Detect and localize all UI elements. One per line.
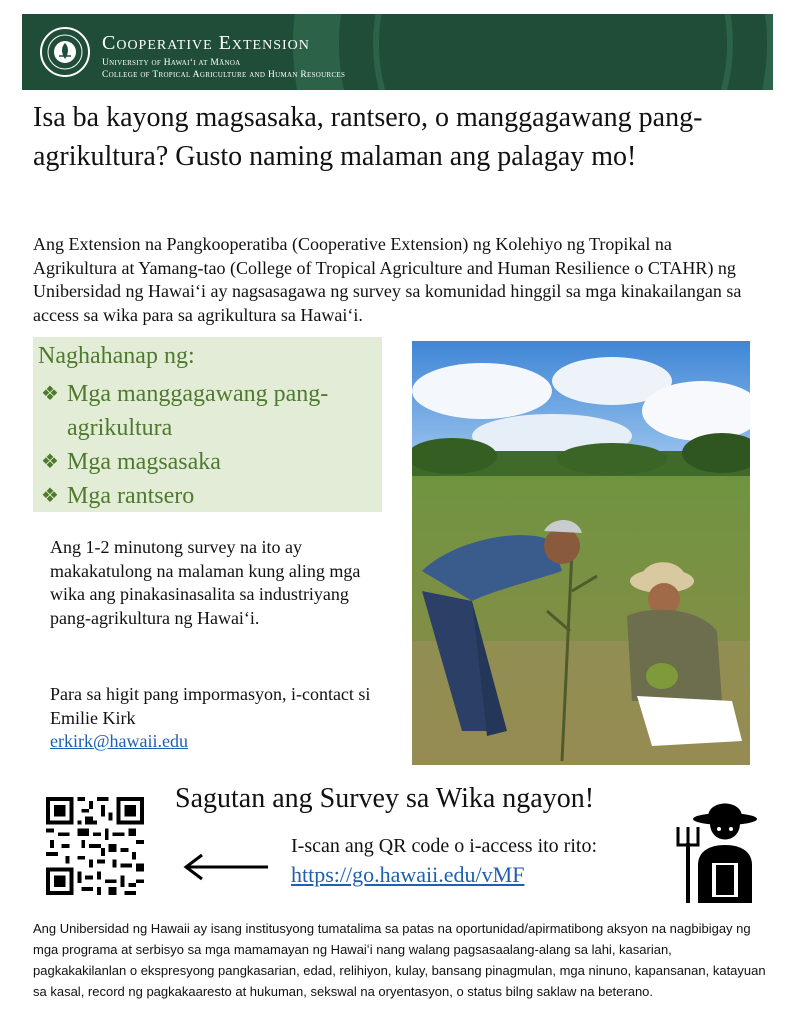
equal-opportunity-disclaimer: Ang Unibersidad ng Hawaii ay isang institusyong tumatalima sa patas na oportunidad/apirmatibong aksyon na nagbibigay ng mga programa at serbisyo sa mga mamamayan ng Hawaiʻi nang walang pagsasaalang-alang sa lahi, kasarian, pagkakakilanlan o ekspresyong pangkasarian, edad, relihiyon, kulay, bansang pinagmulan, mga ninuno, kapansanan, katayuan sa kasal, record ng pagkakaaresto at hukuman, sekswal na oryentasyon, o status bilng saklaw na beterano. [33, 921, 766, 999]
arrow-left-icon [180, 852, 270, 882]
qr-code-icon[interactable] [46, 797, 144, 895]
seeking-box [33, 337, 382, 512]
diamond-bullet-icon: ❖ [41, 485, 59, 507]
banner-seal-ring [373, 14, 733, 90]
header-banner [22, 14, 773, 90]
brand-subtitle-college: College of Tropical Agriculture and Human Resources [102, 70, 346, 80]
email-link[interactable]: erkirk@hawaii.edu [50, 731, 189, 751]
contact-text: Para sa higit pang impormasyon, i-contact si Emilie Kirk [50, 684, 371, 728]
scan-instruction: I-scan ang QR code o i-access ito rito: [291, 835, 598, 857]
intro-paragraph: Ang Extension na Pangkooperatiba (Cooperative Extension) ng Kolehiyo ng Tropikal na Agrikultura at Yamang-tao (College of Tropical Agriculture and Human Resilience o CTAHR) ng Unibersidad ng Hawaiʻi ay nagsasagawa ng survey sa komunidad hinggil sa mga kinakailangan sa access sa wika para sa agrikultura sa Hawaiʻi. [33, 234, 742, 325]
seeking-title: Naghahanap ng: [38, 343, 195, 369]
list-item: ❖ Mga manggagawang pang-agrikultura [41, 377, 376, 445]
survey-url-link[interactable]: https://go.hawaii.edu/vMF [291, 862, 525, 887]
list-item: ❖ Mga rantsero [41, 479, 376, 513]
diamond-bullet-icon: ❖ [41, 383, 59, 405]
survey-description: Ang 1-2 minutong survey na ito ay makakatulong na malaman kung aling mga wika ang pinakasinasalita sa industriyang pang-agrikultura ng Hawaiʻi. [50, 537, 361, 628]
farmer-icon [670, 793, 770, 903]
contact-info [50, 683, 380, 754]
seeking-list [41, 377, 376, 513]
cta-title: Sagutan ang Survey sa Wika ngayon! [175, 783, 595, 814]
list-item: ❖ Mga magsasaka [41, 445, 376, 479]
brand-subtitle-university: University of Hawaiʻi at Mānoa [102, 58, 241, 68]
farmers-photo [412, 341, 750, 765]
page-headline: Isa ba kayong magsasaka, rantsero, o manggagawang pang-agrikultura? Gusto naming malaman ang palagay mo! [33, 102, 703, 172]
diamond-bullet-icon: ❖ [41, 451, 59, 473]
brand-title: Cooperative Extension [102, 32, 310, 54]
seal-logo-icon [40, 27, 90, 77]
